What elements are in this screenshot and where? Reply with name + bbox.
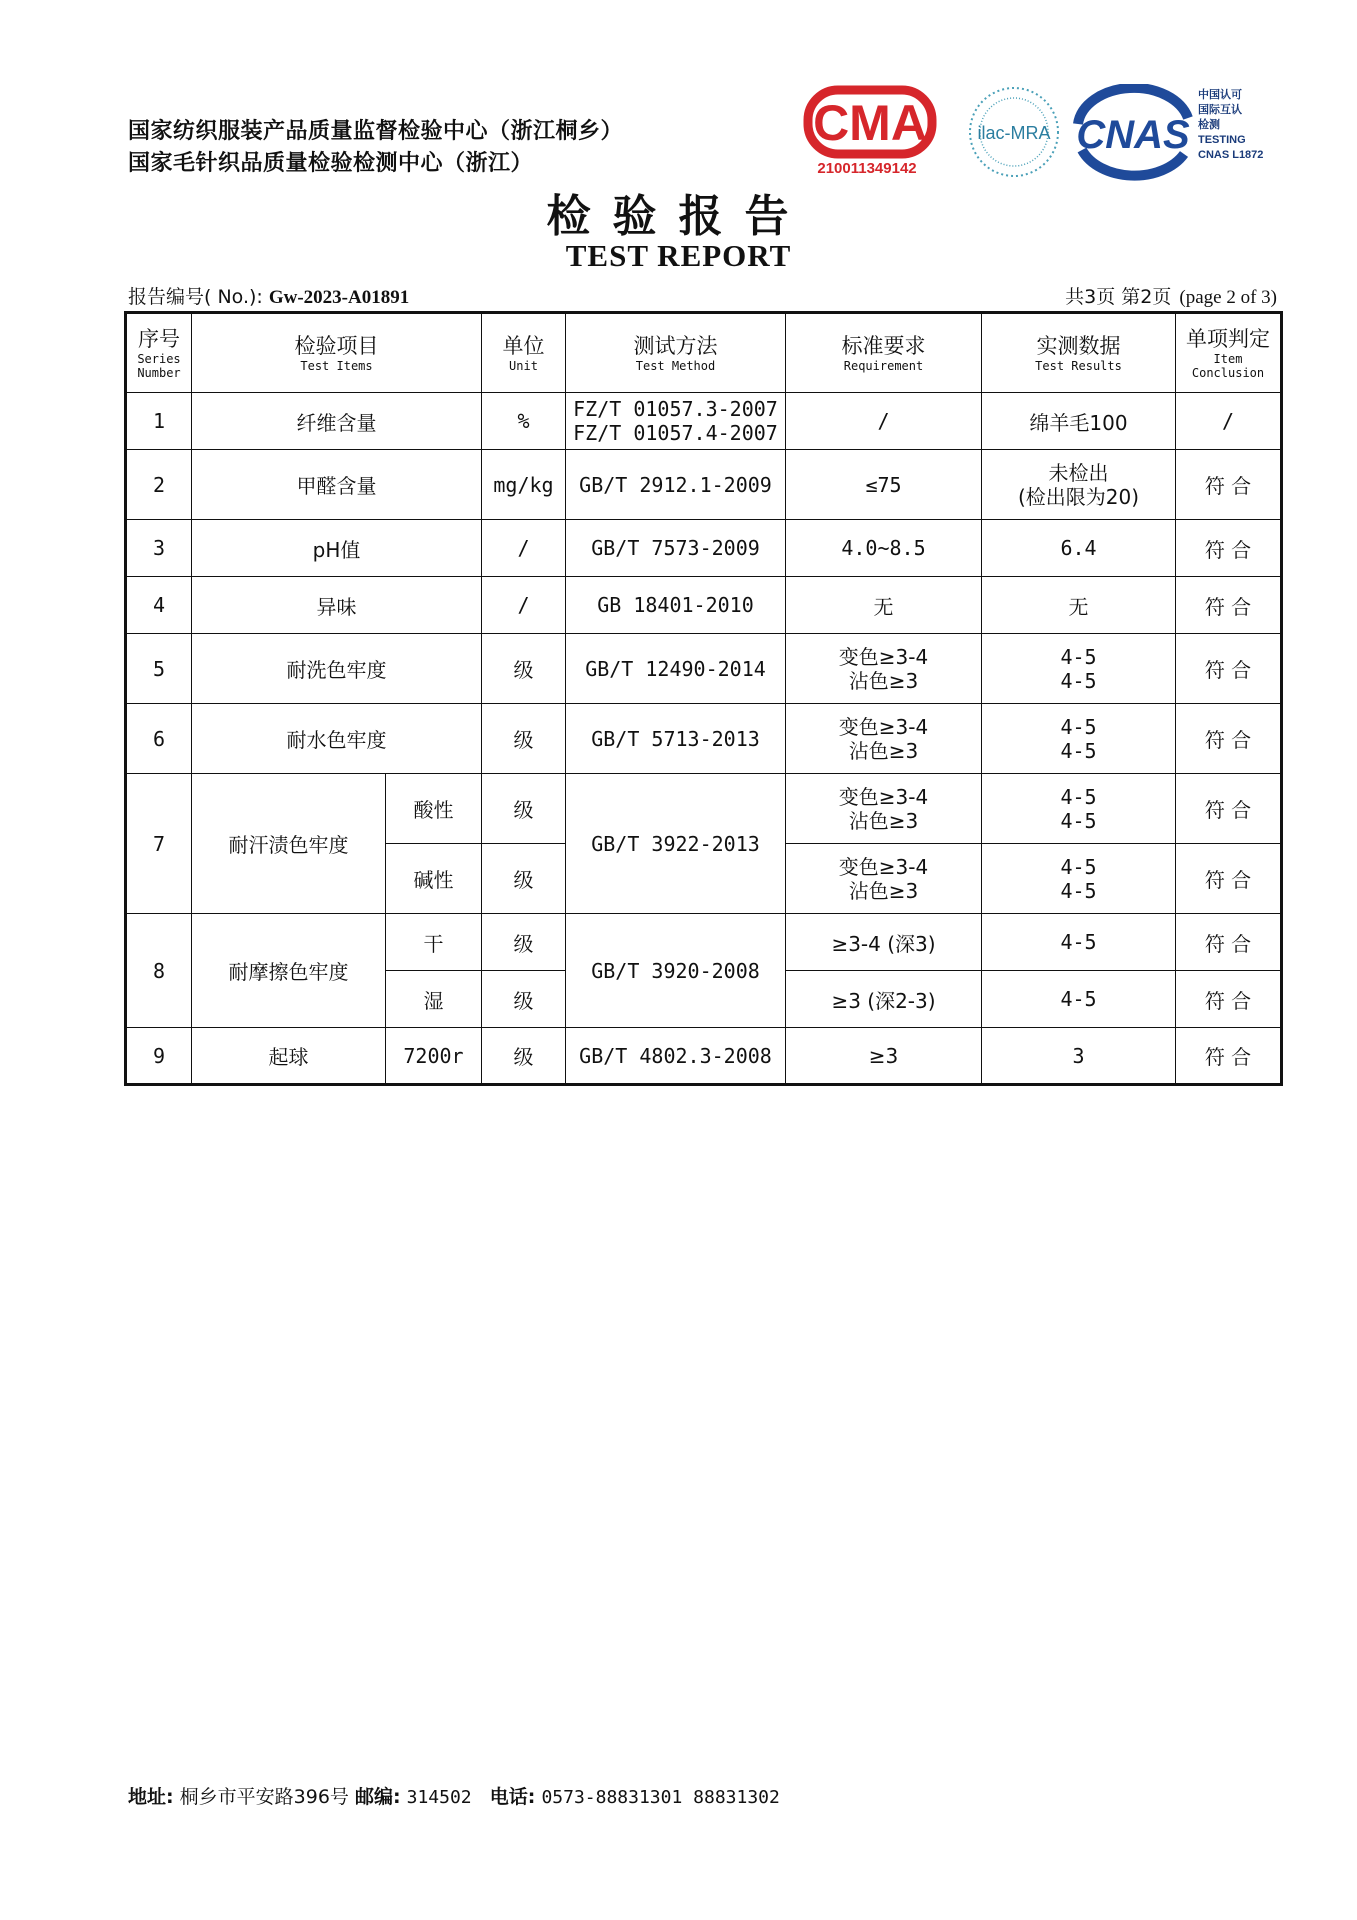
series-number: 4 xyxy=(126,577,192,634)
requirement: 变色≥3-4 沾色≥3 xyxy=(786,634,982,704)
requirement: ≥3 xyxy=(786,1028,982,1085)
series-number: 7 xyxy=(126,774,192,914)
requirement: ≥3 (深2-3) xyxy=(786,971,982,1028)
test-item: 耐洗色牢度 xyxy=(192,634,482,704)
report-title-cn: 检验报告 xyxy=(546,191,811,242)
test-sub-item: 湿 xyxy=(386,971,482,1028)
footer-contact xyxy=(128,1782,780,1809)
page-info xyxy=(1065,282,1277,309)
unit: 级 xyxy=(482,844,566,914)
table-row xyxy=(126,1028,1282,1085)
requirement: ≥3-4 (深3) xyxy=(786,914,982,971)
conclusion: / xyxy=(1176,393,1282,450)
page-info-cn: 共3页 第2页 xyxy=(1065,286,1172,308)
column-header: 序号 Series Number xyxy=(126,313,192,393)
report-title-en: TEST REPORT xyxy=(565,238,792,273)
phone-label: 电话: xyxy=(489,1786,536,1808)
unit: mg/kg xyxy=(482,450,566,520)
table-row xyxy=(126,520,1282,577)
test-method: GB/T 3922-2013 xyxy=(566,774,786,914)
test-result: 无 xyxy=(982,577,1176,634)
cnas-side-line: 中国认可 xyxy=(1198,89,1242,101)
svg-text:CNAS: CNAS xyxy=(1076,113,1190,157)
report-number-value: Gw-2023-A01891 xyxy=(268,287,410,308)
column-header: 测试方法 Test Method xyxy=(566,313,786,393)
cnas-side-line: TESTING xyxy=(1198,134,1246,146)
requirement: / xyxy=(786,393,982,450)
series-number: 3 xyxy=(126,520,192,577)
test-method: FZ/T 01057.3-2007 FZ/T 01057.4-2007 xyxy=(566,393,786,450)
test-method: GB/T 5713-2013 xyxy=(566,704,786,774)
test-result: 4-5 4-5 xyxy=(982,634,1176,704)
test-result: 4-5 xyxy=(982,971,1176,1028)
cnas-side-text xyxy=(1198,88,1263,163)
series-number: 6 xyxy=(126,704,192,774)
unit: / xyxy=(482,520,566,577)
cnas-side-line: CNAS L1872 xyxy=(1198,149,1264,161)
unit: 级 xyxy=(482,971,566,1028)
unit: 级 xyxy=(482,704,566,774)
organization-line-1: 国家纺织服装产品质量监督检验中心（浙江桐乡） xyxy=(128,119,624,144)
test-method: GB/T 4802.3-2008 xyxy=(566,1028,786,1085)
cnas-logo xyxy=(1068,84,1198,184)
unit: 级 xyxy=(482,634,566,704)
test-result: 4-5 xyxy=(982,914,1176,971)
test-item: 耐汗渍色牢度 xyxy=(192,774,386,914)
test-sub-item: 酸性 xyxy=(386,774,482,844)
unit: 级 xyxy=(482,914,566,971)
cnas-side-line: 国际互认 xyxy=(1198,104,1242,116)
conclusion: 符 合 xyxy=(1176,971,1282,1028)
address-label: 地址: xyxy=(128,1786,174,1808)
unit: / xyxy=(482,577,566,634)
test-item: 起球 xyxy=(192,1028,386,1085)
requirement: 变色≥3-4 沾色≥3 xyxy=(786,844,982,914)
ilac-mra-logo xyxy=(962,84,1066,184)
test-sub-item: 碱性 xyxy=(386,844,482,914)
test-result: 6.4 xyxy=(982,520,1176,577)
requirement: 4.0~8.5 xyxy=(786,520,982,577)
test-result: 3 xyxy=(982,1028,1176,1085)
address: 桐乡市平安路396号 xyxy=(179,1786,349,1808)
test-sub-item: 7200r xyxy=(386,1028,482,1085)
column-header: 检验项目 Test Items xyxy=(192,313,482,393)
test-item: pH值 xyxy=(192,520,482,577)
table-row xyxy=(126,914,1282,971)
test-result: 绵羊毛100 xyxy=(982,393,1176,450)
test-method: GB/T 12490-2014 xyxy=(566,634,786,704)
table-row xyxy=(126,704,1282,774)
conclusion: 符 合 xyxy=(1176,520,1282,577)
series-number: 8 xyxy=(126,914,192,1028)
requirement: 变色≥3-4 沾色≥3 xyxy=(786,704,982,774)
table-row xyxy=(126,577,1282,634)
conclusion: 符 合 xyxy=(1176,844,1282,914)
svg-text:CMA: CMA xyxy=(813,95,927,151)
test-result: 4-5 4-5 xyxy=(982,774,1176,844)
report-number xyxy=(128,282,409,309)
test-result: 4-5 4-5 xyxy=(982,844,1176,914)
test-sub-item: 干 xyxy=(386,914,482,971)
test-method: GB/T 7573-2009 xyxy=(566,520,786,577)
report-number-label: 报告编号( No.): xyxy=(128,286,263,308)
table-header-row xyxy=(126,313,1282,393)
phone: 0573-88831301 88831302 xyxy=(541,1787,780,1808)
test-method: GB/T 2912.1-2009 xyxy=(566,450,786,520)
cnas-side-line: 检测 xyxy=(1198,119,1220,131)
test-method: GB/T 3920-2008 xyxy=(566,914,786,1028)
unit: 级 xyxy=(482,774,566,844)
test-result: 4-5 4-5 xyxy=(982,704,1176,774)
table-row xyxy=(126,393,1282,450)
requirement: ≤75 xyxy=(786,450,982,520)
table-row xyxy=(126,634,1282,704)
series-number: 5 xyxy=(126,634,192,704)
column-header: 标准要求 Requirement xyxy=(786,313,982,393)
cma-number: 210011349142 xyxy=(817,160,917,177)
page-info-en: (page 2 of 3) xyxy=(1179,287,1277,308)
postcode: 314502 xyxy=(406,1787,472,1808)
requirement: 变色≥3-4 沾色≥3 xyxy=(786,774,982,844)
unit: % xyxy=(482,393,566,450)
conclusion: 符 合 xyxy=(1176,577,1282,634)
series-number: 9 xyxy=(126,1028,192,1085)
conclusion: 符 合 xyxy=(1176,914,1282,971)
series-number: 2 xyxy=(126,450,192,520)
requirement: 无 xyxy=(786,577,982,634)
test-item: 耐摩擦色牢度 xyxy=(192,914,386,1028)
test-item: 甲醛含量 xyxy=(192,450,482,520)
conclusion: 符 合 xyxy=(1176,1028,1282,1085)
series-number: 1 xyxy=(126,393,192,450)
table-row xyxy=(126,450,1282,520)
table-row xyxy=(126,774,1282,844)
test-item: 耐水色牢度 xyxy=(192,704,482,774)
column-header: 单项判定 Item Conclusion xyxy=(1176,313,1282,393)
organization-line-2: 国家毛针织品质量检验检测中心（浙江） xyxy=(128,151,534,176)
conclusion: 符 合 xyxy=(1176,450,1282,520)
test-item: 纤维含量 xyxy=(192,393,482,450)
test-method: GB 18401-2010 xyxy=(566,577,786,634)
conclusion: 符 合 xyxy=(1176,634,1282,704)
column-header: 实测数据 Test Results xyxy=(982,313,1176,393)
svg-text:ilac-MRA: ilac-MRA xyxy=(977,123,1051,143)
unit: 级 xyxy=(482,1028,566,1085)
column-header: 单位 Unit xyxy=(482,313,566,393)
test-results-table xyxy=(124,311,1283,1086)
postcode-label: 邮编: xyxy=(354,1786,401,1808)
conclusion: 符 合 xyxy=(1176,704,1282,774)
test-item: 异味 xyxy=(192,577,482,634)
conclusion: 符 合 xyxy=(1176,774,1282,844)
test-result: 未检出 (检出限为20) xyxy=(982,450,1176,520)
